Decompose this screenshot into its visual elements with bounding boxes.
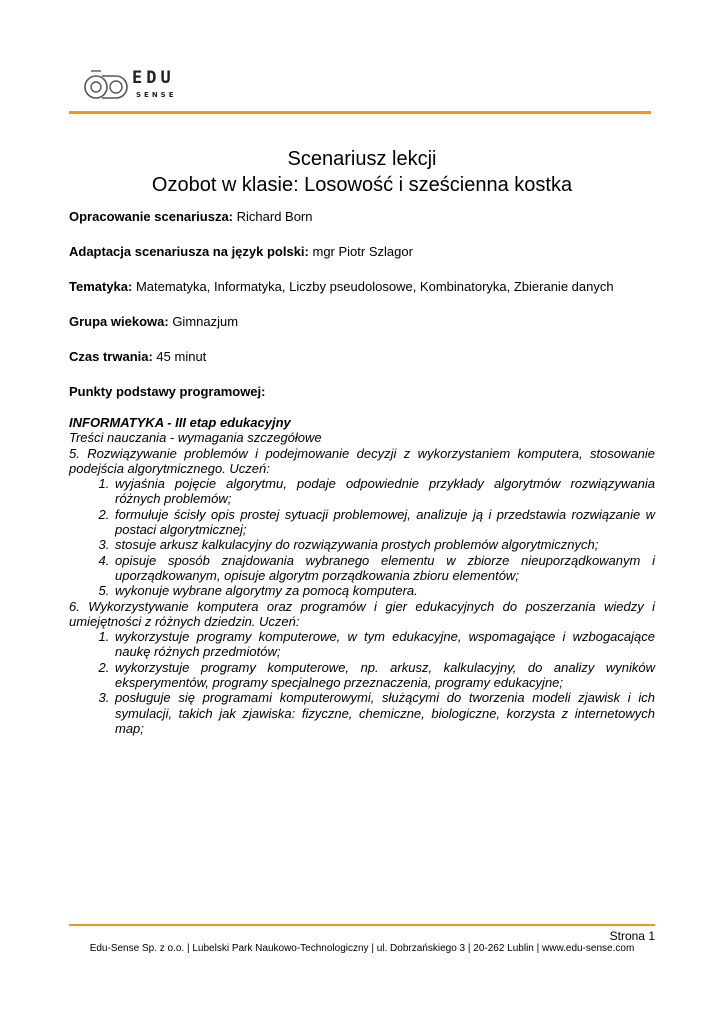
header-divider [69,111,651,114]
footer-address: Edu-Sense Sp. z o.o. | Lubelski Park Naukowo-Technologiczny | ul. Dobrzańskiego 3 | 20-262 Lublin | www.edu-sense.com [89,943,635,954]
curriculum-subheading: Treści nauczania - wymagania szczegółowe [69,430,322,446]
field-value: mgr Piotr Szlagor [308,244,413,259]
field-author [69,209,313,224]
section-5-list [69,476,655,598]
list-item: 3. posługuje się programami komputerowymi, służącymi do tworzenia modeli zjawisk i ich symulacji, takich jak zjawiska: fizyczne, chemiczne, biologiczne, korzysta z internetowych map; [113,690,655,736]
field-label: Punkty podstawy programowej: [69,384,266,399]
footer-divider [69,924,655,926]
field-age-group [69,314,238,329]
list-item: 5. wykonuje wybrane algorytmy za pomocą komputera. [113,583,655,598]
logo-text: EDU [132,68,175,88]
section-6-intro: 6. Wykorzystywanie komputera oraz programów i gier edukacyjnych do poszerzania wiedzy i umiejętności z różnych dziedzin. Uczeń: [69,598,655,629]
logo-subtext: SENSE [136,91,177,99]
field-label: Adaptacja scenariusza na język polski: [69,244,309,259]
edu-sense-logo [82,66,192,106]
list-item: 1. wyjaśnia pojęcie algorytmu, podaje odpowiednie przykłady algorytmów rozwiązywania różnych problemów; [113,476,655,507]
list-item: 3. stosuje arkusz kalkulacyjny do rozwiązywania prostych problemów algorytmicznych; [113,537,655,552]
curriculum-content [69,415,655,736]
field-label: Opracowanie scenariusza: [69,209,234,224]
field-value: Richard Born [233,209,313,224]
field-label: Grupa wiekowa: [69,314,169,329]
list-item: 2. formułuje ścisły opis prostej sytuacji problemowej, analizuje ją i przedstawia rozwiązanie w postaci algorytmicznej; [113,507,655,538]
section-5-intro: 5. Rozwiązywanie problemów i podejmowanie decyzji z wykorzystaniem komputera, stosowanie podejścia algorytmicznego. Uczeń: [69,445,655,476]
curriculum-heading: INFORMATYKA - III etap edukacyjny [69,415,291,430]
document-subtitle: Ozobot w klasie: Losowość i sześcienna kostka [151,174,573,196]
section-6-list [69,629,655,736]
document-title: Scenariusz lekcji [287,148,437,170]
field-adaptation [69,244,413,259]
field-label: Czas trwania: [69,349,153,364]
field-label: Tematyka: [69,279,133,294]
ozobot-wheel-icon [82,66,128,106]
list-item: 2. wykorzystuje programy komputerowe, np. arkusz, kalkulacyjny, do analizy wyników eksperymentów, programy specjalnego przeznaczenia, programy edukacyjne; [113,660,655,691]
field-duration [69,349,206,364]
field-value: Gimnazjum [168,314,239,329]
field-value: Matematyka, Informatyka, Liczby pseudolosowe, Kombinatoryka, Zbieranie danych [132,279,614,294]
field-curriculum [69,384,265,399]
list-item: 4. opisuje sposób znajdowania wybranego elementu w zbiorze nieuporządkowanym i uporządkowanym, opisuje algorytm porządkowania zbioru elementów; [113,553,655,584]
field-topics [69,279,614,294]
list-item: 1. wykorzystuje programy komputerowe, w tym edukacyjne, wspomagające i wzbogacające naukę różnych przedmiotów; [113,629,655,660]
field-value: 45 minut [152,349,207,364]
page-number: Strona 1 [609,929,655,943]
